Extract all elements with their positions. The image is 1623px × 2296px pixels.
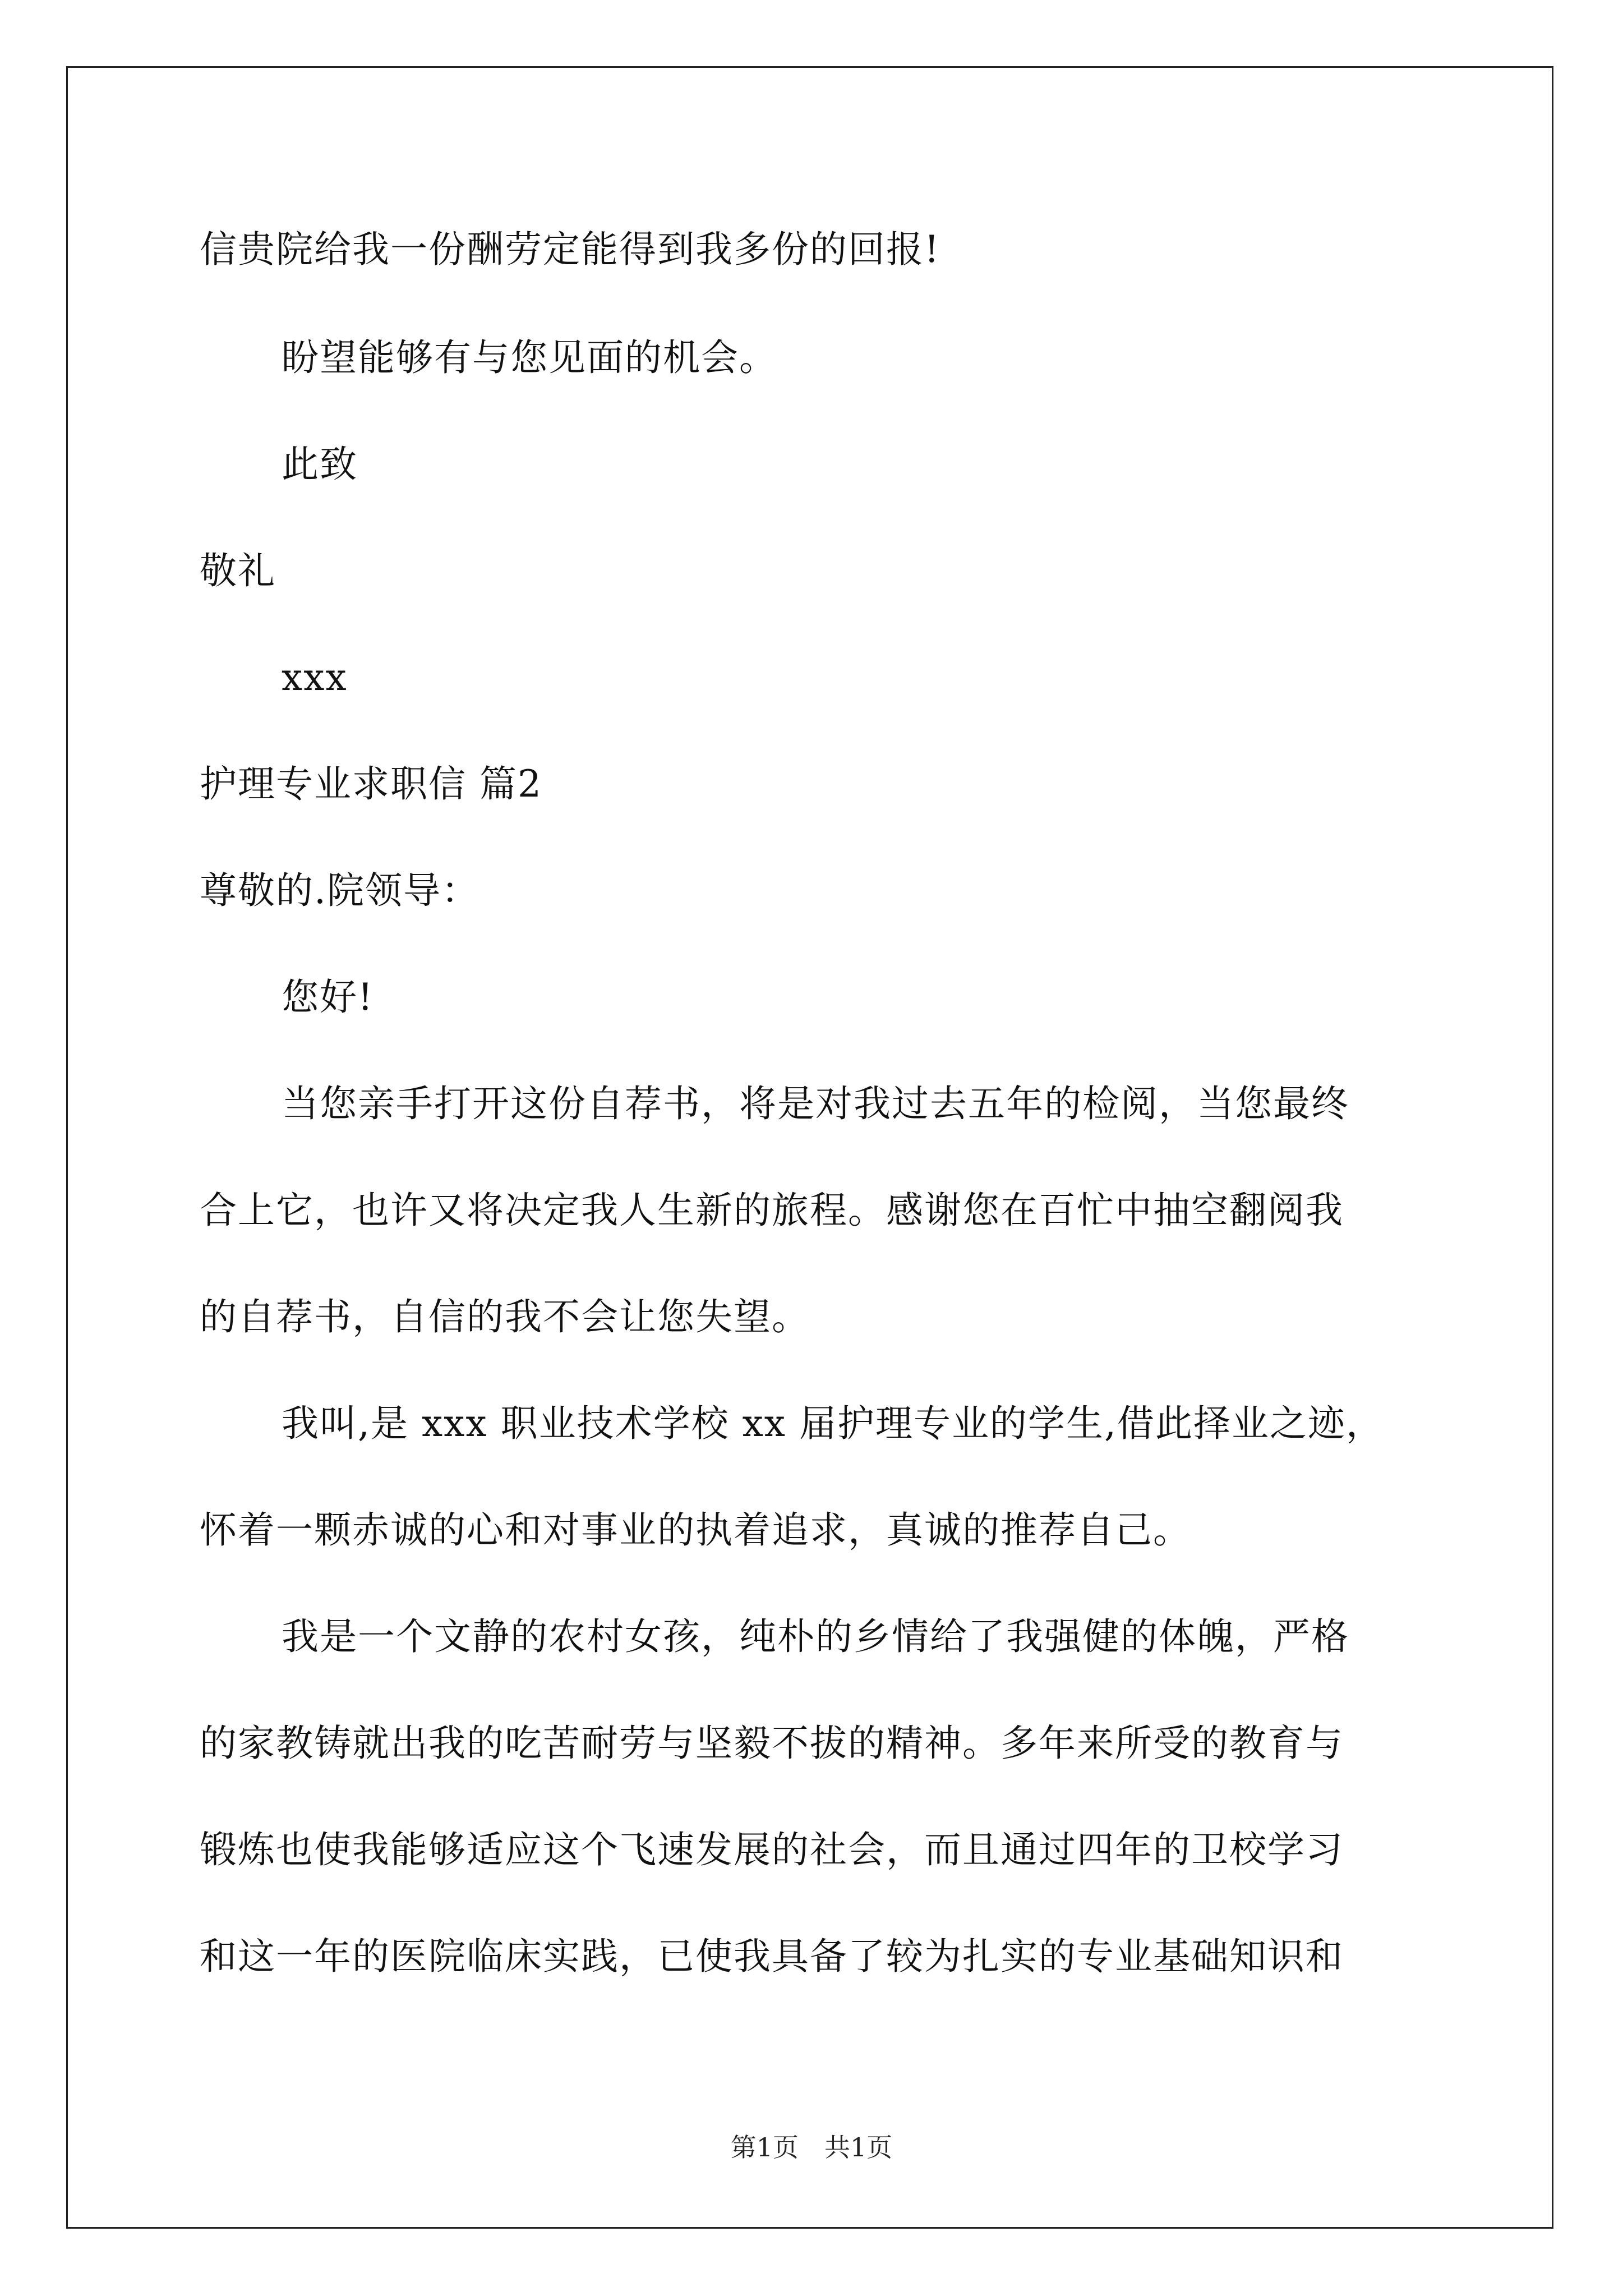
- text-line-2: 盼望能够有与您见面的机会。: [282, 336, 777, 379]
- page-footer: 第1页 共1页: [730, 2132, 893, 2162]
- section-title: 护理专业求职信 篇2: [200, 762, 542, 806]
- text-line-14: 我是一个文静的农村女孩，纯朴的乡情给了我强健的体魄，严格: [282, 1615, 1349, 1658]
- text-line-salute: 敬礼: [200, 549, 276, 592]
- text-line-10: 合上它，也许又将决定我人生新的旅程。感谢您在百忙中抽空翻阅我: [200, 1189, 1344, 1232]
- text-line-16: 锻炼也使我能够适应这个飞速发展的社会，而且通过四年的卫校学习: [200, 1828, 1344, 1871]
- text-line-12: 我叫,是 xxx 职业技术学校 xx 届护理专业的学生,借此择业之迹，: [282, 1402, 1384, 1445]
- text-line-greeting: 尊敬的.院领导：: [200, 869, 479, 912]
- text-line-1: 信贵院给我一份酬劳定能得到我多份的回报!: [200, 228, 940, 271]
- text-line-11: 的自荐书，自信的我不会让您失望。: [200, 1295, 810, 1338]
- text-line-9: 当您亲手打开这份自荐书，将是对我过去五年的检阅，当您最终: [282, 1082, 1349, 1125]
- text-line-closing: 此致: [282, 443, 358, 486]
- text-line-15: 的家教铸就出我的吃苦耐劳与坚毅不拔的精神。多年来所受的教育与: [200, 1722, 1344, 1765]
- text-line-13: 怀着一颗赤诚的心和对事业的执着追求，真诚的推荐自己。: [200, 1508, 1191, 1552]
- text-line-hello: 您好!: [282, 976, 374, 1019]
- page-border: [66, 66, 1553, 2229]
- text-line-signature: xxx: [282, 656, 348, 699]
- text-line-17: 和这一年的医院临床实践，已使我具备了较为扎实的专业基础知识和: [200, 1935, 1344, 1978]
